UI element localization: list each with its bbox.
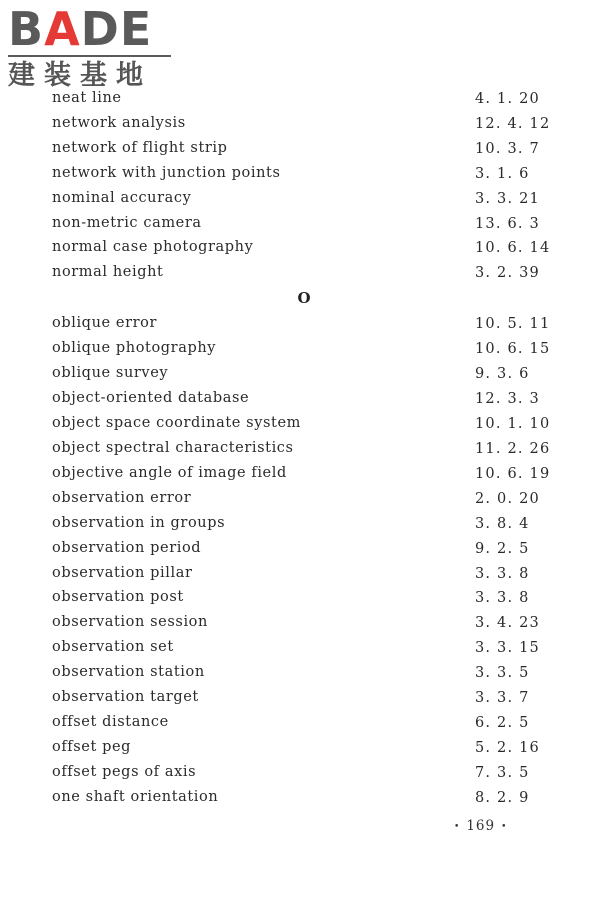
index-entry bbox=[0, 88, 600, 112]
index-term: normal height bbox=[52, 264, 164, 281]
index-entry bbox=[0, 488, 600, 512]
index-entry bbox=[0, 138, 600, 162]
section-reference: 5. 2. 16 bbox=[475, 740, 540, 757]
watermark-logo bbox=[8, 2, 171, 93]
section-reference: 3. 3. 8 bbox=[475, 590, 530, 607]
index-entry bbox=[0, 313, 600, 337]
section-reference: 3. 3. 21 bbox=[475, 190, 540, 207]
index-entry bbox=[0, 213, 600, 237]
index-term: observation error bbox=[52, 489, 192, 506]
section-reference: 6. 2. 5 bbox=[475, 715, 530, 732]
index-entry bbox=[0, 587, 600, 611]
index-entry bbox=[0, 113, 600, 137]
index-entry bbox=[0, 188, 600, 212]
index-term: oblique survey bbox=[52, 364, 169, 381]
section-reference: 11. 2. 26 bbox=[475, 440, 551, 457]
index-term: non-metric camera bbox=[52, 214, 202, 231]
section-reference: 10. 1. 10 bbox=[475, 415, 551, 432]
index-term: offset peg bbox=[52, 739, 132, 756]
index-term: network of flight strip bbox=[52, 139, 228, 156]
section-reference: 3. 3. 8 bbox=[475, 565, 530, 582]
index-entry bbox=[0, 237, 600, 261]
section-reference: 10. 6. 19 bbox=[475, 465, 551, 482]
index-entry bbox=[0, 637, 600, 661]
index-entry bbox=[0, 762, 600, 786]
index-entry bbox=[0, 363, 600, 387]
section-reference: 2. 0. 20 bbox=[475, 490, 540, 507]
section-reference: 7. 3. 5 bbox=[475, 765, 530, 782]
section-reference: 13. 6. 3 bbox=[475, 215, 540, 232]
section-reference: 3. 4. 23 bbox=[475, 615, 540, 632]
index-term: object-oriented database bbox=[52, 389, 250, 406]
index-entry bbox=[0, 413, 600, 437]
logo-chinese-text: 建装基地 bbox=[8, 60, 152, 91]
index-term: offset distance bbox=[52, 714, 169, 731]
section-reference: 12. 4. 12 bbox=[475, 115, 551, 132]
index-term: oblique photography bbox=[52, 339, 217, 356]
logo-wordmark: BADE bbox=[8, 2, 153, 56]
index-entry bbox=[0, 612, 600, 636]
section-reference: 9. 2. 5 bbox=[475, 540, 530, 557]
section-reference: 10. 6. 14 bbox=[475, 240, 551, 257]
index-term: normal case photography bbox=[52, 239, 254, 256]
index-entry bbox=[0, 787, 600, 811]
index-term: network with junction points bbox=[52, 164, 281, 181]
index-entry bbox=[0, 538, 600, 562]
index-term: object spectral characteristics bbox=[52, 439, 294, 456]
section-reference: 10. 5. 11 bbox=[475, 316, 551, 332]
section-reference: 12. 3. 3 bbox=[475, 390, 540, 407]
index-term: observation set bbox=[52, 639, 174, 656]
section-reference: 10. 6. 15 bbox=[475, 340, 551, 357]
index-entry bbox=[0, 338, 600, 362]
index-term: network analysis bbox=[52, 114, 186, 131]
section-reference: 3. 3. 7 bbox=[475, 690, 530, 707]
index-entry bbox=[0, 388, 600, 412]
index-entry bbox=[0, 737, 600, 761]
index-term: objective angle of image field bbox=[52, 464, 287, 481]
index-entry bbox=[0, 463, 600, 487]
index-entry bbox=[0, 262, 600, 286]
index-term: observation session bbox=[52, 614, 208, 631]
section-reference: 3. 2. 39 bbox=[475, 265, 540, 282]
index-term: object space coordinate system bbox=[52, 414, 301, 431]
section-reference: 3. 1. 6 bbox=[475, 165, 530, 182]
index-term: observation target bbox=[52, 689, 199, 706]
section-letter-o: O bbox=[297, 289, 311, 307]
index-term: offset pegs of axis bbox=[52, 764, 197, 781]
index-term: observation post bbox=[52, 589, 184, 606]
section-reference: 8. 2. 9 bbox=[475, 790, 530, 807]
index-entry bbox=[0, 438, 600, 462]
index-term: observation period bbox=[52, 539, 202, 556]
index-entry bbox=[0, 687, 600, 711]
index-term: neat line bbox=[52, 90, 122, 106]
section-reference: 3. 3. 5 bbox=[475, 665, 530, 682]
index-entry bbox=[0, 163, 600, 187]
index-term: oblique error bbox=[52, 315, 158, 331]
section-reference: 10. 3. 7 bbox=[475, 140, 540, 157]
section-reference: 4. 1. 20 bbox=[475, 91, 540, 107]
index-term: nominal accuracy bbox=[52, 189, 192, 206]
index-entry bbox=[0, 513, 600, 537]
section-reference: 3. 8. 4 bbox=[475, 515, 530, 532]
index-entry bbox=[0, 712, 600, 736]
page-number: • 169 • bbox=[454, 818, 508, 834]
section-reference: 9. 3. 6 bbox=[475, 365, 530, 382]
index-entry bbox=[0, 563, 600, 587]
index-term: observation in groups bbox=[52, 514, 226, 531]
index-term: observation station bbox=[52, 664, 205, 681]
index-entry bbox=[0, 662, 600, 686]
index-term: one shaft orientation bbox=[52, 789, 219, 806]
index-term: observation pillar bbox=[52, 564, 193, 581]
section-reference: 3. 3. 15 bbox=[475, 640, 540, 657]
